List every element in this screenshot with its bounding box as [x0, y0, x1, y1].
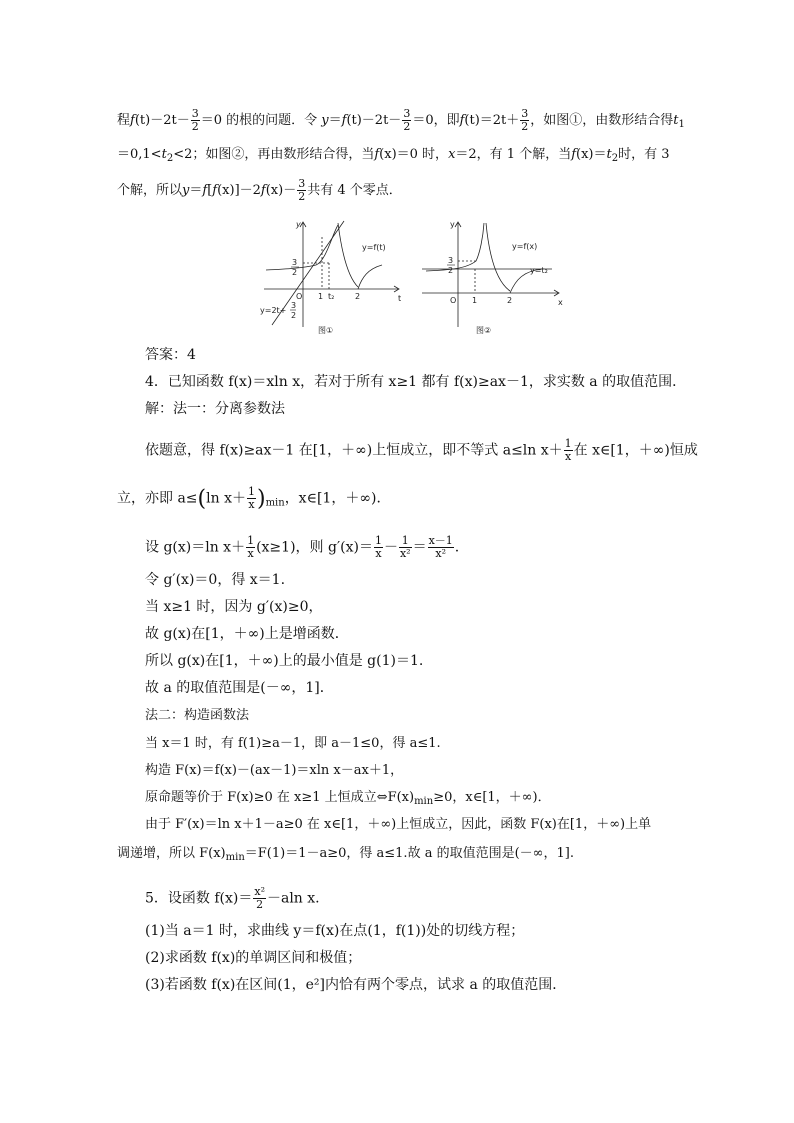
y-label: y: [296, 220, 301, 229]
q4-line7: 所以 g(x)在[1，＋∞)上的最小值是 g(1)＝1.: [145, 653, 424, 669]
tick-1: 1: [318, 292, 324, 301]
tick-2-x: 2: [507, 296, 513, 305]
para1-line1: 程f(t)－2t－ $\frac{3}{2}$ ＝0 的根的问题．令 y＝f(t)－2t－ $\frac{3}{2}$ ＝0，即f(t)＝2t＋ $\frac{3}{2}$ ，如图①，由数形结合得$t_1$: [117, 107, 685, 133]
fraction: $\frac{3}{2}$: [521, 107, 529, 133]
fraction: $\frac{3}{2}$: [191, 107, 199, 133]
q5-stem: 5．设函数 f(x)＝ $\frac{\text{x²}}{2}$ －aln x.: [145, 885, 320, 911]
y-label: y: [450, 220, 455, 229]
curve-label: y=f(t): [362, 243, 386, 252]
q4-line6: 故 g(x)在[1，＋∞)上是增函数．: [145, 626, 349, 642]
tick-2: 2: [292, 268, 298, 277]
tick-2: 2: [448, 266, 454, 275]
q4-stem: 4．已知函数 f(x)＝xln x，若对于所有 x≥1 都有 f(x)≥ax－1，求实数 a 的取值范围．: [145, 374, 687, 390]
para1-line3: 个解，所以y＝f[f(x)]－2f(x)－ $\frac{3}{2}$ 共有 4 个零点．: [117, 177, 402, 203]
svg-text:2: 2: [291, 311, 297, 320]
caption-2: 图②: [476, 326, 492, 335]
tick-3: 3: [292, 258, 298, 267]
q5-part1: (1)当 a＝1 时，求曲线 y＝f(x)在点(1，f(1))处的切线方程；: [145, 923, 525, 939]
curve-right-branch: [358, 265, 382, 289]
figure-2: [418, 215, 568, 337]
q4-solution-method1: 解：法一：分离参数法: [145, 401, 285, 417]
q4-line2: 立，亦即 a≤(ln x＋ $\frac{1}{x}$ )$_{min}$，x∈[1，＋∞)．: [117, 485, 391, 512]
q4-line4: 令 g′(x)＝0，得 x＝1.: [145, 572, 286, 588]
line-label: y=2t+: [260, 306, 287, 315]
origin-label: O: [296, 292, 303, 301]
q4-line3: 设 g(x)＝ln x＋ $\frac{1}{x}$ (x≥1)，则 g′(x)＝ $\frac{1}{x}$ － $\frac{1}{\text{x²}}$ ＝ $\frac{x-1}{\text{x²}}$ .: [145, 534, 460, 560]
tick-3: 3: [448, 256, 454, 265]
curve-left-branch: [426, 223, 484, 271]
x-label: x: [558, 298, 563, 307]
svg-text:3: 3: [291, 301, 297, 310]
tick-2-x: 2: [355, 292, 361, 301]
curve-mid-branch: [338, 223, 358, 287]
curve-label: y=f(x): [512, 242, 538, 251]
q4-line8: 故 a 的取值范围是(－∞，1]．: [145, 680, 334, 696]
answer: 答案：4: [145, 347, 196, 363]
q4-method2-line2: 构造 F(x)＝f(x)－(ax－1)＝xln x－ax＋1，: [145, 763, 404, 778]
q4-method2-line4: 由于 F′(x)＝ln x＋1－a≥0 在 x∈[1，＋∞)上恒成立，因此，函数 F(x)在[1，＋∞)上单: [145, 817, 652, 832]
caption-1: 图①: [318, 326, 334, 335]
figure-1: [258, 215, 408, 337]
line-label: y=t₂: [530, 266, 548, 275]
q5-part2: (2)求函数 f(x)的单调区间和极值；: [145, 950, 362, 966]
curve-mid-branch: [486, 223, 510, 291]
q5-part3: (3)若函数 f(x)在区间(1，e²]内恰有两个零点，试求 a 的取值范围．: [145, 977, 567, 993]
q4-method2-line5: 调递增，所以 $F(x)_{min}=F(1)=1-a\ge 0$，得 a≤1.故 a 的取值范围是(－∞，1].: [117, 846, 574, 863]
q4-method2-title: 法二：构造函数法: [145, 708, 250, 723]
x-label: t: [398, 294, 402, 303]
q4-method2-line1: 当 x＝1 时，有 f(1)≥a－1，即 a－1≤0，得 a≤1.: [145, 736, 441, 751]
fraction: $\frac{3}{2}$: [298, 177, 306, 203]
tick-1: 1: [472, 296, 478, 305]
tick-t2: t₂: [328, 292, 335, 301]
origin-label: O: [450, 296, 457, 305]
q4-method2-line3: 原命题等价于 F(x)≥0 在 x≥1 上恒成立$\Leftrightarrow F(x)_{min}\ge 0$，x∈[1，＋∞)．: [145, 790, 551, 807]
q4-line1: 依题意，得 f(x)≥ax－1 在[1，＋∞)上恒成立，即不等式 a≤ln x＋ $\frac{1}{x}$ 在 x∈[1，＋∞)恒成: [145, 437, 698, 463]
para1-line2: $=0,1<t_2<2$；如图②，再由数形结合得，当f(x)＝0 时，x＝2，有 1 个解，当$f(x)=t_2$时，有 3: [117, 147, 670, 164]
fraction: $\frac{3}{2}$: [403, 107, 411, 133]
q4-line5: 当 x≥1 时，因为 g′(x)≥0，: [145, 599, 323, 615]
